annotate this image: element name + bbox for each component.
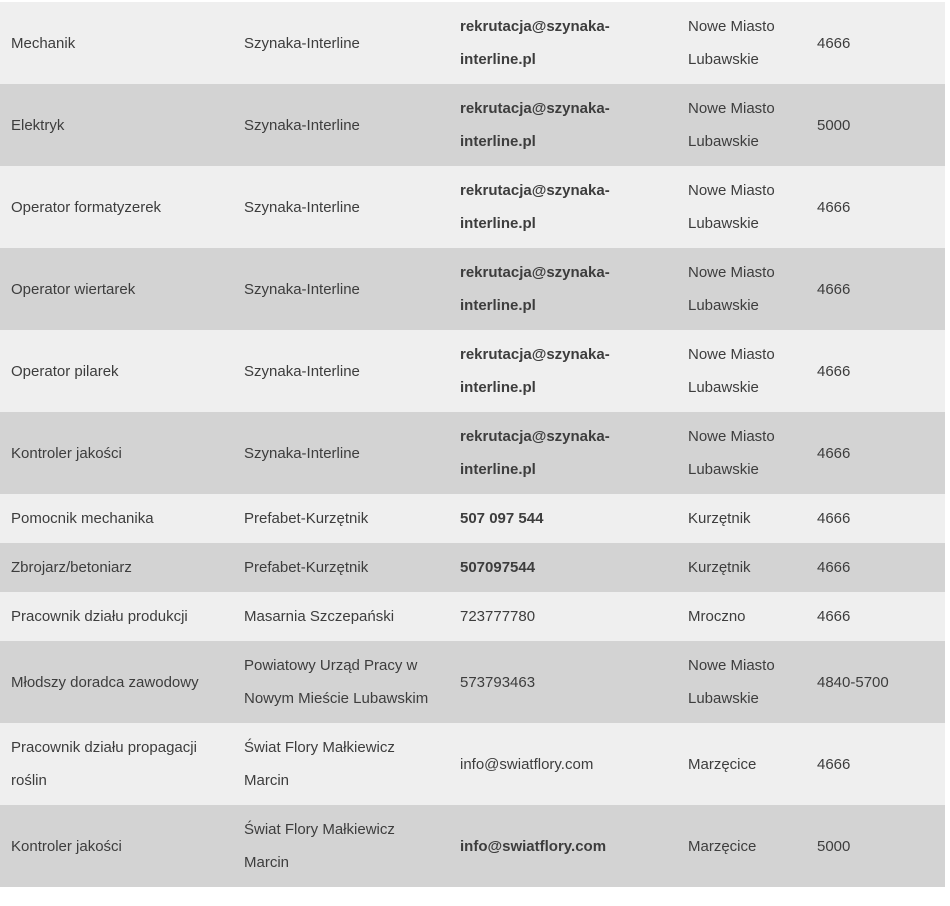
contact-cell: 507097544: [460, 559, 536, 576]
position-cell: Kontroler jakości: [11, 837, 122, 855]
company-cell: Szynaka-Interline: [244, 34, 360, 52]
location-cell: Marzęcice: [688, 755, 757, 773]
location-cell: Mroczno: [688, 608, 746, 625]
salary-cell: 4666: [817, 280, 851, 298]
table-row: [0, 592, 945, 641]
location-cell: Nowe Miasto Lubawskie: [688, 18, 775, 68]
job-listings-table: [0, 2, 945, 887]
location-cell: Kurzętnik: [688, 559, 751, 576]
table-row: [0, 805, 945, 887]
table-row: [0, 2, 945, 84]
contact-cell: info@swiatflory.com: [460, 755, 594, 773]
position-cell: Zbrojarz/betoniarz: [11, 559, 132, 576]
contact-cell: info@swiatflory.com: [460, 837, 607, 855]
company-cell: Szynaka-Interline: [244, 444, 360, 462]
contact-cell: 723777780: [460, 608, 536, 625]
position-cell: Operator wiertarek: [11, 280, 136, 298]
contact-cell: 507 097 544: [460, 510, 544, 527]
salary-cell: 4666: [817, 34, 851, 52]
company-cell: Świat Flory Małkiewicz Marcin: [244, 821, 395, 871]
table-row: [0, 494, 945, 543]
company-cell: Szynaka-Interline: [244, 280, 360, 298]
job-table-body: [0, 2, 945, 887]
contact-cell: rekrutacja@szynaka-interline.pl: [460, 428, 610, 478]
company-cell: Szynaka-Interline: [244, 362, 360, 380]
location-cell: Nowe Miasto Lubawskie: [688, 428, 775, 478]
company-cell: Szynaka-Interline: [244, 116, 360, 134]
position-cell: Kontroler jakości: [11, 444, 122, 462]
salary-cell: 4666: [817, 510, 851, 527]
position-cell: Operator pilarek: [11, 362, 119, 380]
salary-cell: 4666: [817, 559, 851, 576]
table-row: [0, 543, 945, 592]
salary-cell: 4666: [817, 444, 851, 462]
table-row: [0, 84, 945, 166]
position-cell: Mechanik: [11, 34, 76, 52]
table-row: [0, 723, 945, 805]
location-cell: Nowe Miasto Lubawskie: [688, 182, 775, 232]
table-row: [0, 412, 945, 494]
contact-cell: rekrutacja@szynaka-interline.pl: [460, 182, 610, 232]
salary-cell: 4840-5700: [817, 673, 889, 691]
contact-cell: 573793463: [460, 673, 536, 691]
contact-cell: rekrutacja@szynaka-interline.pl: [460, 346, 610, 396]
location-cell: Kurzętnik: [688, 510, 751, 527]
company-cell: Świat Flory Małkiewicz Marcin: [244, 739, 395, 789]
position-cell: Elektryk: [11, 116, 65, 134]
salary-cell: 5000: [817, 116, 851, 134]
location-cell: Nowe Miasto Lubawskie: [688, 264, 775, 314]
position-cell: Pracownik działu produkcji: [11, 608, 188, 625]
company-cell: Masarnia Szczepański: [244, 608, 395, 625]
company-cell: Powiatowy Urząd Pracy w Nowym Mieście Lubawskim: [244, 657, 429, 707]
contact-cell: rekrutacja@szynaka-interline.pl: [460, 264, 610, 314]
company-cell: Prefabet-Kurzętnik: [244, 559, 369, 576]
position-cell: Młodszy doradca zawodowy: [11, 673, 199, 691]
location-cell: Nowe Miasto Lubawskie: [688, 100, 775, 150]
position-cell: Operator formatyzerek: [11, 198, 162, 216]
contact-cell: rekrutacja@szynaka-interline.pl: [460, 100, 610, 150]
salary-cell: 5000: [817, 837, 851, 855]
company-cell: Prefabet-Kurzętnik: [244, 510, 369, 527]
position-cell: Pomocnik mechanika: [11, 510, 154, 527]
table-row: [0, 641, 945, 723]
location-cell: Nowe Miasto Lubawskie: [688, 657, 775, 707]
company-cell: Szynaka-Interline: [244, 198, 360, 216]
position-cell: Pracownik działu propagacji roślin: [11, 739, 197, 789]
table-row: [0, 330, 945, 412]
salary-cell: 4666: [817, 362, 851, 380]
table-row: [0, 166, 945, 248]
table-row: [0, 248, 945, 330]
salary-cell: 4666: [817, 608, 851, 625]
location-cell: Nowe Miasto Lubawskie: [688, 346, 775, 396]
location-cell: Marzęcice: [688, 837, 757, 855]
salary-cell: 4666: [817, 198, 851, 216]
contact-cell: rekrutacja@szynaka-interline.pl: [460, 18, 610, 68]
salary-cell: 4666: [817, 755, 851, 773]
